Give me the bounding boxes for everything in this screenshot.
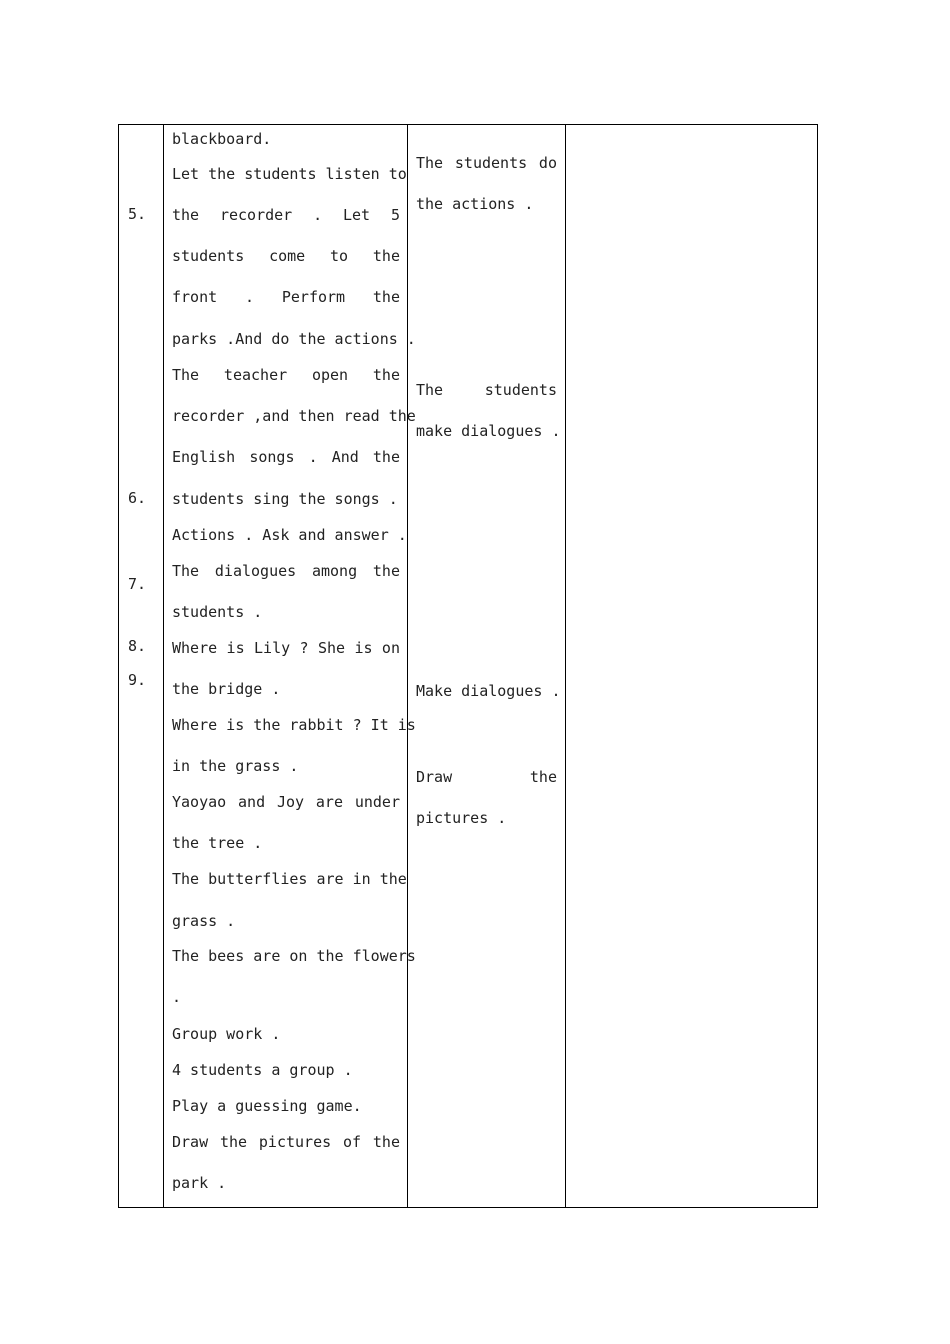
column-divider-1 — [163, 125, 164, 1207]
activity-line: make dialogues . — [416, 422, 561, 440]
procedure-line: grass . — [172, 912, 236, 930]
procedure-line: in the grass . — [172, 757, 299, 775]
procedure-line: Let the students listen to — [172, 165, 407, 183]
activity-line: The students — [416, 381, 557, 399]
procedure-line: recorder ,and then read the — [172, 407, 416, 425]
procedure-line: . — [172, 988, 182, 1006]
procedure-line: students . — [172, 603, 263, 621]
procedure-line: The butterflies are in the — [172, 870, 407, 888]
column-divider-2 — [407, 125, 408, 1207]
procedure-line: Play a guessing game. — [172, 1097, 362, 1115]
procedure-line: the bridge . — [172, 680, 281, 698]
procedure-line: Draw the pictures of the — [172, 1133, 400, 1151]
step-number-7: 7. — [128, 575, 147, 593]
procedure-line: front . Perform the — [172, 288, 400, 306]
procedure-line: students come to the — [172, 247, 400, 265]
procedure-line: The teacher open the — [172, 366, 400, 384]
procedure-line: students sing the songs . — [172, 490, 398, 508]
activity-line: Make dialogues . — [416, 682, 561, 700]
step-number-9: 9. — [128, 671, 147, 689]
procedure-line: Where is the rabbit ? It is — [172, 716, 416, 734]
lesson-plan-table — [118, 124, 818, 1208]
procedure-line: The dialogues among the — [172, 562, 400, 580]
activity-line: The students do — [416, 154, 557, 172]
procedure-line: Group work . — [172, 1025, 281, 1043]
procedure-line: blackboard. — [172, 130, 272, 148]
step-number-5: 5. — [128, 205, 147, 223]
procedure-line: Actions . Ask and answer . — [172, 526, 407, 544]
step-number-8: 8. — [128, 637, 147, 655]
procedure-line: parks .And do the actions . — [172, 330, 416, 348]
procedure-line: Yaoyao and Joy are under — [172, 793, 400, 811]
procedure-line: 4 students a group . — [172, 1061, 353, 1079]
activity-line: the actions . — [416, 195, 534, 213]
procedure-line: English songs . And the — [172, 448, 400, 466]
procedure-line: park . — [172, 1174, 227, 1192]
activity-line: Draw the — [416, 768, 557, 786]
procedure-line: The bees are on the flowers — [172, 947, 416, 965]
step-number-6: 6. — [128, 489, 147, 507]
procedure-line: Where is Lily ? She is on — [172, 639, 400, 657]
activity-line: pictures . — [416, 809, 507, 827]
procedure-line: the tree . — [172, 834, 263, 852]
column-divider-3 — [565, 125, 566, 1207]
procedure-line: the recorder . Let 5 — [172, 206, 400, 224]
